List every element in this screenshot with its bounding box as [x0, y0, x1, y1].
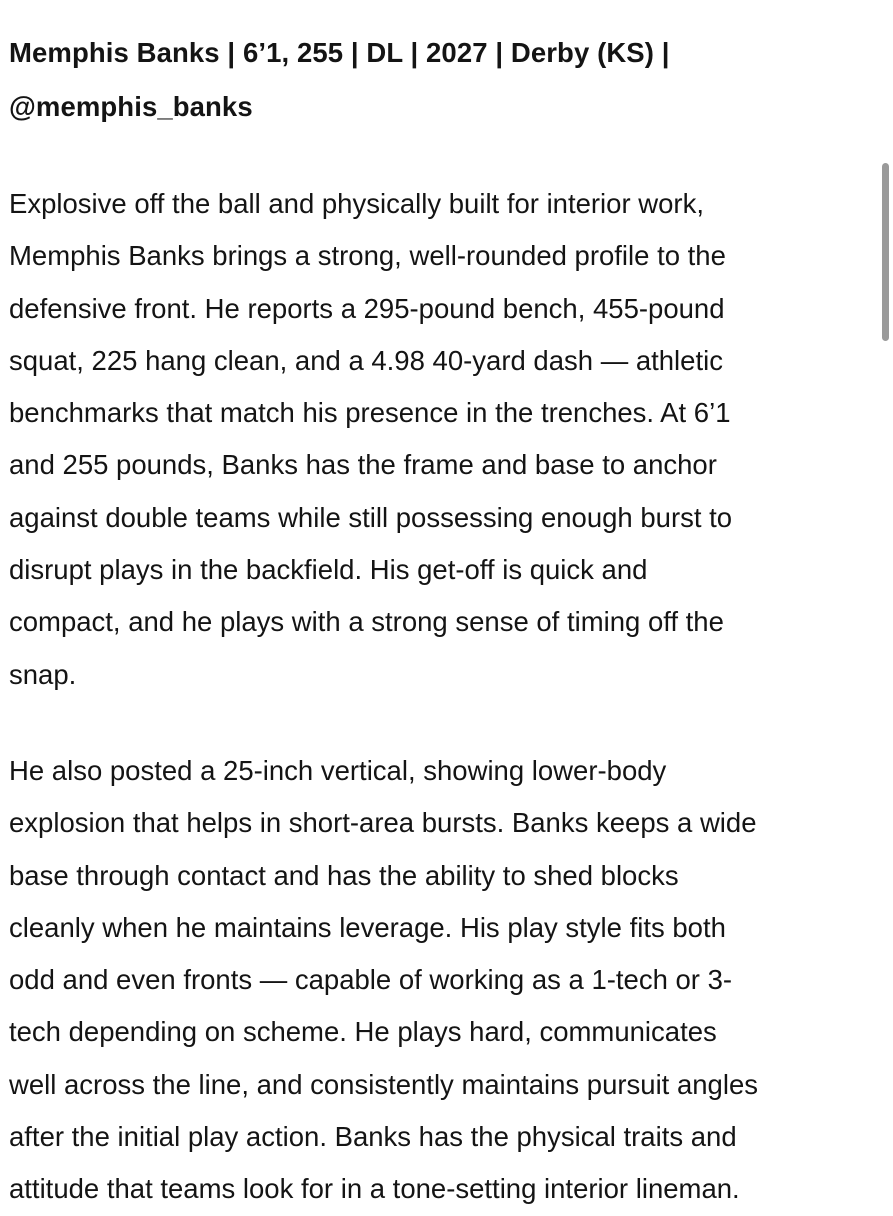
paragraph-line: cleanly when he maintains leverage. His play style fits both [9, 911, 726, 943]
paragraph-line: defensive front. He reports a 295-pound bench, 455-pound [9, 292, 725, 324]
paragraph-line: against double teams while still possessing enough burst to [9, 501, 733, 533]
paragraph-line: snap. [9, 658, 77, 690]
scouting-paragraph-1 [9, 178, 871, 701]
paragraph-line: Explosive off the ball and physically built for interior work, [9, 188, 704, 219]
paragraph-line: after the initial play action. Banks has the physical traits and [9, 1121, 737, 1153]
player-header-line-2[interactable]: @memphis_banks [9, 91, 253, 122]
paragraph-line: odd and even fronts — capable of working as a 1-tech or 3- [9, 964, 733, 996]
paragraph-line: and 255 pounds, Banks has the frame and base to anchor [9, 449, 717, 481]
article-content [9, 26, 871, 1216]
paragraph-line: compact, and he plays with a strong sense of timing off the [9, 606, 724, 638]
paragraph-line: He also posted a 25-inch vertical, showing lower-body [9, 754, 667, 786]
paragraph-line: disrupt plays in the backfield. His get-off is quick and [9, 554, 648, 586]
paragraph-line: well across the line, and consistently maintains pursuit angles [9, 1068, 758, 1100]
paragraph-line: tech depending on scheme. He plays hard, communicates [9, 1016, 717, 1048]
scouting-paragraph-2 [9, 745, 871, 1216]
paragraph-line: squat, 225 hang clean, and a 4.98 40-yard dash — athletic [9, 344, 723, 376]
player-header [9, 26, 871, 134]
paragraph-line: attitude that teams look for in a tone-setting interior lineman. [9, 1173, 740, 1205]
vertical-scrollbar-thumb[interactable] [882, 163, 889, 341]
paragraph-line: benchmarks that match his presence in the trenches. At 6’1 [9, 397, 731, 429]
paragraph-line: Memphis Banks brings a strong, well-rounded profile to the [9, 240, 726, 272]
paragraph-line: explosion that helps in short-area bursts. Banks keeps a wide [9, 807, 757, 839]
player-header-line-1: Memphis Banks | 6’1, 255 | DL | 2027 | Derby (KS) | [9, 37, 670, 68]
paragraph-line: base through contact and has the ability to shed blocks [9, 859, 679, 891]
